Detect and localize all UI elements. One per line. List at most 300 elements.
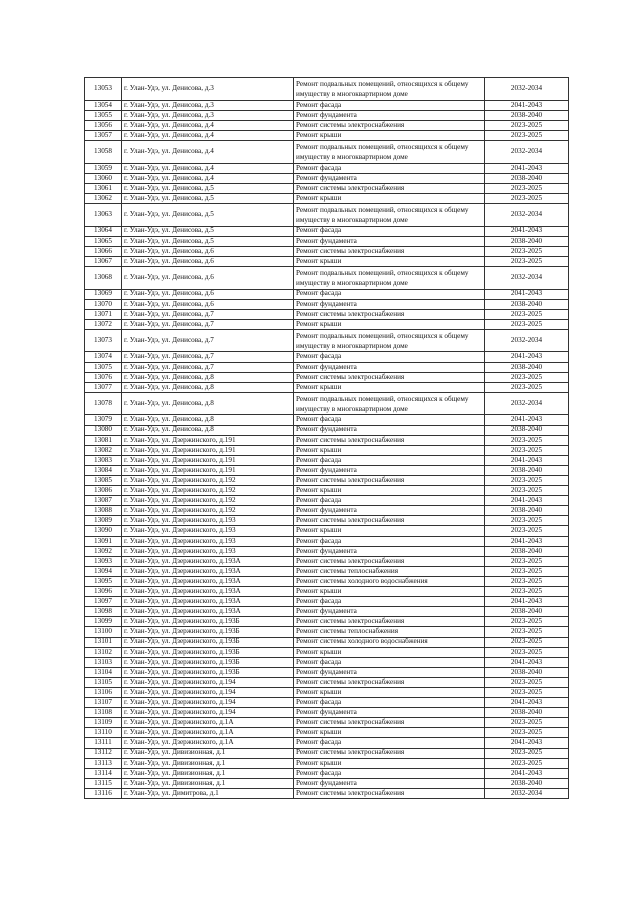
table-row: [85, 236, 569, 246]
row-number: 13081: [85, 435, 122, 445]
table-row: [85, 587, 569, 597]
row-number: 13084: [85, 465, 122, 475]
period-cell: 2023-2025: [485, 372, 569, 382]
table-row: [85, 718, 569, 728]
period-cell: 2041-2043: [485, 496, 569, 506]
row-number: 13069: [85, 289, 122, 299]
table-row: [85, 728, 569, 738]
period-cell: 2023-2025: [485, 319, 569, 329]
work-type-cell: Ремонт крыши: [294, 587, 485, 597]
table-row: [85, 455, 569, 465]
table-row: [85, 319, 569, 329]
table-row: [85, 140, 569, 163]
work-type-cell: Ремонт системы теплоснабжения: [294, 566, 485, 576]
period-cell: 2038-2040: [485, 465, 569, 475]
row-number: 13058: [85, 140, 122, 163]
period-cell: 2032-2034: [485, 140, 569, 163]
table-row: [85, 486, 569, 496]
table-row: [85, 183, 569, 193]
period-cell: 2041-2043: [485, 536, 569, 546]
row-number: 13098: [85, 607, 122, 617]
address-cell: г. Улан-Удэ, ул. Денисова, д.5: [122, 183, 294, 193]
work-type-cell: Ремонт системы электроснабжения: [294, 617, 485, 627]
address-cell: г. Улан-Удэ, ул. Дзержинского, д.193А: [122, 607, 294, 617]
period-cell: 2023-2025: [485, 516, 569, 526]
table-row: [85, 392, 569, 415]
address-cell: г. Улан-Удэ, ул. Денисова, д.5: [122, 193, 294, 203]
work-type-cell: Ремонт фасада: [294, 597, 485, 607]
period-cell: 2023-2025: [485, 587, 569, 597]
period-cell: 2023-2025: [485, 193, 569, 203]
row-number: 13091: [85, 536, 122, 546]
repair-schedule-table: [84, 77, 569, 799]
period-cell: 2038-2040: [485, 778, 569, 788]
row-number: 13067: [85, 256, 122, 266]
work-type-cell: Ремонт подвальных помещений, относящихся к общему имуществу в многоквартирном доме: [294, 392, 485, 415]
address-cell: г. Улан-Удэ, ул. Денисова, д.4: [122, 120, 294, 130]
row-number: 13078: [85, 392, 122, 415]
table-row: [85, 708, 569, 718]
table-row: [85, 435, 569, 445]
row-number: 13103: [85, 657, 122, 667]
address-cell: г. Улан-Удэ, ул. Дзержинского, д.193: [122, 526, 294, 536]
row-number: 13094: [85, 566, 122, 576]
period-cell: 2023-2025: [485, 445, 569, 455]
address-cell: г. Улан-Удэ, ул. Дивизионная, д.1: [122, 778, 294, 788]
work-type-cell: Ремонт системы электроснабжения: [294, 476, 485, 486]
address-cell: г. Улан-Удэ, ул. Дзержинского, д.1А: [122, 718, 294, 728]
work-type-cell: Ремонт системы электроснабжения: [294, 435, 485, 445]
address-cell: г. Улан-Удэ, ул. Дзержинского, д.191: [122, 465, 294, 475]
table-row: [85, 546, 569, 556]
table-row: [85, 506, 569, 516]
period-cell: 2038-2040: [485, 173, 569, 183]
table-row: [85, 173, 569, 183]
period-cell: 2023-2025: [485, 566, 569, 576]
address-cell: г. Улан-Удэ, ул. Дзержинского, д.193А: [122, 556, 294, 566]
address-cell: г. Улан-Удэ, ул. Дзержинского, д.192: [122, 496, 294, 506]
period-cell: 2023-2025: [485, 758, 569, 768]
work-type-cell: Ремонт крыши: [294, 647, 485, 657]
work-type-cell: Ремонт фасада: [294, 352, 485, 362]
table-row: [85, 496, 569, 506]
row-number: 13096: [85, 587, 122, 597]
row-number: 13104: [85, 667, 122, 677]
work-type-cell: Ремонт подвальных помещений, относящихся к общему имуществу в многоквартирном доме: [294, 266, 485, 289]
address-cell: г. Улан-Удэ, ул. Дзержинского, д.194: [122, 677, 294, 687]
table-row: [85, 445, 569, 455]
work-type-cell: Ремонт подвальных помещений, относящихся к общему имуществу в многоквартирном доме: [294, 329, 485, 352]
row-number: 13054: [85, 100, 122, 110]
address-cell: г. Улан-Удэ, ул. Денисова, д.8: [122, 392, 294, 415]
row-number: 13097: [85, 597, 122, 607]
address-cell: г. Улан-Удэ, ул. Денисова, д.4: [122, 173, 294, 183]
period-cell: 2041-2043: [485, 768, 569, 778]
table-row: [85, 110, 569, 120]
table-row: [85, 536, 569, 546]
work-type-cell: Ремонт крыши: [294, 728, 485, 738]
period-cell: 2023-2025: [485, 130, 569, 140]
table-row: [85, 425, 569, 435]
row-number: 13106: [85, 687, 122, 697]
address-cell: г. Улан-Удэ, ул. Дзержинского, д.194: [122, 708, 294, 718]
address-cell: г. Улан-Удэ, ул. Дзержинского, д.193А: [122, 587, 294, 597]
period-cell: 2023-2025: [485, 526, 569, 536]
period-cell: 2032-2034: [485, 788, 569, 798]
table-row: [85, 667, 569, 677]
row-number: 13066: [85, 246, 122, 256]
address-cell: г. Улан-Удэ, ул. Денисова, д.4: [122, 140, 294, 163]
work-type-cell: Ремонт системы электроснабжения: [294, 788, 485, 798]
period-cell: 2023-2025: [485, 718, 569, 728]
period-cell: 2032-2034: [485, 392, 569, 415]
period-cell: 2041-2043: [485, 100, 569, 110]
row-number: 13077: [85, 382, 122, 392]
table-row: [85, 382, 569, 392]
table-row: [85, 768, 569, 778]
period-cell: 2023-2025: [485, 435, 569, 445]
row-number: 13056: [85, 120, 122, 130]
period-cell: 2038-2040: [485, 236, 569, 246]
table-row: [85, 100, 569, 110]
table-row: [85, 627, 569, 637]
table-row: [85, 78, 569, 101]
address-cell: г. Улан-Удэ, ул. Денисова, д.6: [122, 289, 294, 299]
row-number: 13062: [85, 193, 122, 203]
row-number: 13086: [85, 486, 122, 496]
work-type-cell: Ремонт фундамента: [294, 778, 485, 788]
address-cell: г. Улан-Удэ, ул. Денисова, д.4: [122, 163, 294, 173]
row-number: 13072: [85, 319, 122, 329]
period-cell: 2038-2040: [485, 546, 569, 556]
address-cell: г. Улан-Удэ, ул. Дзержинского, д.1А: [122, 728, 294, 738]
row-number: 13070: [85, 299, 122, 309]
work-type-cell: Ремонт фасада: [294, 496, 485, 506]
table-row: [85, 687, 569, 697]
period-cell: 2023-2025: [485, 677, 569, 687]
work-type-cell: Ремонт фундамента: [294, 110, 485, 120]
table-row: [85, 698, 569, 708]
period-cell: 2023-2025: [485, 382, 569, 392]
work-type-cell: Ремонт фасада: [294, 455, 485, 465]
period-cell: 2023-2025: [485, 556, 569, 566]
work-type-cell: Ремонт крыши: [294, 758, 485, 768]
row-number: 13087: [85, 496, 122, 506]
address-cell: г. Улан-Удэ, ул. Денисова, д.7: [122, 362, 294, 372]
row-number: 13099: [85, 617, 122, 627]
period-cell: 2023-2025: [485, 120, 569, 130]
work-type-cell: Ремонт фасада: [294, 738, 485, 748]
address-cell: г. Улан-Удэ, ул. Дзержинского, д.192: [122, 486, 294, 496]
row-number: 13113: [85, 758, 122, 768]
row-number: 13079: [85, 415, 122, 425]
period-cell: 2023-2025: [485, 256, 569, 266]
row-number: 13055: [85, 110, 122, 120]
address-cell: г. Улан-Удэ, ул. Дзержинского, д.193А: [122, 576, 294, 586]
work-type-cell: Ремонт фундамента: [294, 425, 485, 435]
table-row: [85, 617, 569, 627]
address-cell: г. Улан-Удэ, ул. Дивизионная, д.1: [122, 768, 294, 778]
row-number: 13074: [85, 352, 122, 362]
address-cell: г. Улан-Удэ, ул. Дзержинского, д.193: [122, 536, 294, 546]
period-cell: 2023-2025: [485, 246, 569, 256]
address-cell: г. Улан-Удэ, ул. Денисова, д.6: [122, 256, 294, 266]
period-cell: 2023-2025: [485, 728, 569, 738]
row-number: 13115: [85, 778, 122, 788]
work-type-cell: Ремонт крыши: [294, 130, 485, 140]
work-type-cell: Ремонт фасада: [294, 163, 485, 173]
address-cell: г. Улан-Удэ, ул. Дзержинского, д.191: [122, 455, 294, 465]
row-number: 13114: [85, 768, 122, 778]
address-cell: г. Улан-Удэ, ул. Дзержинского, д.193Б: [122, 617, 294, 627]
work-type-cell: Ремонт фундамента: [294, 173, 485, 183]
work-type-cell: Ремонт крыши: [294, 382, 485, 392]
row-number: 13080: [85, 425, 122, 435]
work-type-cell: Ремонт фундамента: [294, 236, 485, 246]
period-cell: 2038-2040: [485, 607, 569, 617]
work-type-cell: Ремонт фасада: [294, 768, 485, 778]
work-type-cell: Ремонт фасада: [294, 226, 485, 236]
address-cell: г. Улан-Удэ, ул. Денисова, д.8: [122, 382, 294, 392]
table-row: [85, 526, 569, 536]
work-type-cell: Ремонт крыши: [294, 445, 485, 455]
work-type-cell: Ремонт фасада: [294, 657, 485, 667]
period-cell: 2038-2040: [485, 506, 569, 516]
address-cell: г. Улан-Удэ, ул. Дивизионная, д.1: [122, 758, 294, 768]
address-cell: г. Улан-Удэ, ул. Дзержинского, д.193Б: [122, 647, 294, 657]
period-cell: 2038-2040: [485, 667, 569, 677]
row-number: 13071: [85, 309, 122, 319]
table-row: [85, 266, 569, 289]
row-number: 13061: [85, 183, 122, 193]
row-number: 13063: [85, 203, 122, 226]
period-cell: 2038-2040: [485, 708, 569, 718]
work-type-cell: Ремонт крыши: [294, 486, 485, 496]
row-number: 13100: [85, 627, 122, 637]
row-number: 13105: [85, 677, 122, 687]
work-type-cell: Ремонт крыши: [294, 526, 485, 536]
table-row: [85, 738, 569, 748]
work-type-cell: Ремонт системы электроснабжения: [294, 120, 485, 130]
work-type-cell: Ремонт фундамента: [294, 362, 485, 372]
row-number: 13093: [85, 556, 122, 566]
table-row: [85, 372, 569, 382]
address-cell: г. Улан-Удэ, ул. Денисова, д.3: [122, 110, 294, 120]
table-row: [85, 647, 569, 657]
period-cell: 2041-2043: [485, 163, 569, 173]
work-type-cell: Ремонт фасада: [294, 289, 485, 299]
work-type-cell: Ремонт крыши: [294, 687, 485, 697]
address-cell: г. Улан-Удэ, ул. Дзержинского, д.193Б: [122, 657, 294, 667]
row-number: 13108: [85, 708, 122, 718]
address-cell: г. Улан-Удэ, ул. Димитрова, д.1: [122, 788, 294, 798]
work-type-cell: Ремонт фундамента: [294, 506, 485, 516]
row-number: 13053: [85, 78, 122, 101]
address-cell: г. Улан-Удэ, ул. Дзержинского, д.193А: [122, 597, 294, 607]
work-type-cell: Ремонт крыши: [294, 319, 485, 329]
work-type-cell: Ремонт фундамента: [294, 708, 485, 718]
table-row: [85, 289, 569, 299]
period-cell: 2041-2043: [485, 455, 569, 465]
table-row: [85, 788, 569, 798]
address-cell: г. Улан-Удэ, ул. Денисова, д.6: [122, 246, 294, 256]
address-cell: г. Улан-Удэ, ул. Дзержинского, д.193Б: [122, 667, 294, 677]
row-number: 13111: [85, 738, 122, 748]
work-type-cell: Ремонт подвальных помещений, относящихся к общему имуществу в многоквартирном доме: [294, 78, 485, 101]
table-row: [85, 607, 569, 617]
row-number: 13102: [85, 647, 122, 657]
table-row: [85, 516, 569, 526]
address-cell: г. Улан-Удэ, ул. Денисова, д.5: [122, 236, 294, 246]
work-type-cell: Ремонт системы электроснабжения: [294, 748, 485, 758]
table-row: [85, 299, 569, 309]
address-cell: г. Улан-Удэ, ул. Дивизионная, д.1: [122, 748, 294, 758]
period-cell: 2041-2043: [485, 698, 569, 708]
table-row: [85, 758, 569, 768]
work-type-cell: Ремонт фасада: [294, 100, 485, 110]
table-row: [85, 120, 569, 130]
table-row: [85, 362, 569, 372]
work-type-cell: Ремонт системы холодного водоснабжения: [294, 637, 485, 647]
row-number: 13095: [85, 576, 122, 586]
address-cell: г. Улан-Удэ, ул. Денисова, д.4: [122, 130, 294, 140]
row-number: 13110: [85, 728, 122, 738]
period-cell: 2023-2025: [485, 637, 569, 647]
work-type-cell: Ремонт системы теплоснабжения: [294, 627, 485, 637]
period-cell: 2023-2025: [485, 476, 569, 486]
work-type-cell: Ремонт системы электроснабжения: [294, 718, 485, 728]
table-body: [85, 78, 569, 799]
work-type-cell: Ремонт крыши: [294, 256, 485, 266]
row-number: 13065: [85, 236, 122, 246]
address-cell: г. Улан-Удэ, ул. Дзержинского, д.193А: [122, 566, 294, 576]
address-cell: г. Улан-Удэ, ул. Денисова, д.3: [122, 100, 294, 110]
table-row: [85, 329, 569, 352]
period-cell: 2041-2043: [485, 352, 569, 362]
table-row: [85, 657, 569, 667]
table-row: [85, 677, 569, 687]
period-cell: 2032-2034: [485, 203, 569, 226]
address-cell: г. Улан-Удэ, ул. Денисова, д.8: [122, 372, 294, 382]
period-cell: 2041-2043: [485, 226, 569, 236]
work-type-cell: Ремонт системы электроснабжения: [294, 556, 485, 566]
work-type-cell: Ремонт подвальных помещений, относящихся к общему имуществу в многоквартирном доме: [294, 203, 485, 226]
address-cell: г. Улан-Удэ, ул. Денисова, д.7: [122, 319, 294, 329]
address-cell: г. Улан-Удэ, ул. Денисова, д.3: [122, 78, 294, 101]
work-type-cell: Ремонт фундамента: [294, 667, 485, 677]
row-number: 13082: [85, 445, 122, 455]
address-cell: г. Улан-Удэ, ул. Денисова, д.8: [122, 415, 294, 425]
work-type-cell: Ремонт фасада: [294, 698, 485, 708]
row-number: 13089: [85, 516, 122, 526]
period-cell: 2023-2025: [485, 617, 569, 627]
period-cell: 2041-2043: [485, 415, 569, 425]
work-type-cell: Ремонт фасада: [294, 536, 485, 546]
table-row: [85, 476, 569, 486]
work-type-cell: Ремонт фундамента: [294, 607, 485, 617]
table-row: [85, 637, 569, 647]
work-type-cell: Ремонт подвальных помещений, относящихся к общему имуществу в многоквартирном доме: [294, 140, 485, 163]
address-cell: г. Улан-Удэ, ул. Денисова, д.7: [122, 329, 294, 352]
period-cell: 2032-2034: [485, 266, 569, 289]
table-row: [85, 415, 569, 425]
table-row: [85, 256, 569, 266]
row-number: 13068: [85, 266, 122, 289]
period-cell: 2023-2025: [485, 687, 569, 697]
row-number: 13085: [85, 476, 122, 486]
period-cell: 2023-2025: [485, 627, 569, 637]
period-cell: 2038-2040: [485, 425, 569, 435]
row-number: 13057: [85, 130, 122, 140]
table-row: [85, 748, 569, 758]
address-cell: г. Улан-Удэ, ул. Денисова, д.6: [122, 266, 294, 289]
row-number: 13112: [85, 748, 122, 758]
table-row: [85, 226, 569, 236]
address-cell: г. Улан-Удэ, ул. Денисова, д.6: [122, 299, 294, 309]
work-type-cell: Ремонт системы электроснабжения: [294, 183, 485, 193]
address-cell: г. Улан-Удэ, ул. Дзержинского, д.191: [122, 445, 294, 455]
address-cell: г. Улан-Удэ, ул. Дзержинского, д.193: [122, 546, 294, 556]
work-type-cell: Ремонт фундамента: [294, 299, 485, 309]
row-number: 13088: [85, 506, 122, 516]
row-number: 13073: [85, 329, 122, 352]
period-cell: 2038-2040: [485, 362, 569, 372]
work-type-cell: Ремонт фундамента: [294, 465, 485, 475]
address-cell: г. Улан-Удэ, ул. Дзержинского, д.194: [122, 698, 294, 708]
table-row: [85, 566, 569, 576]
period-cell: 2023-2025: [485, 183, 569, 193]
table-row: [85, 597, 569, 607]
table-row: [85, 246, 569, 256]
address-cell: г. Улан-Удэ, ул. Дзержинского, д.192: [122, 476, 294, 486]
row-number: 13076: [85, 372, 122, 382]
row-number: 13064: [85, 226, 122, 236]
period-cell: 2041-2043: [485, 597, 569, 607]
address-cell: г. Улан-Удэ, ул. Денисова, д.7: [122, 309, 294, 319]
work-type-cell: Ремонт фасада: [294, 415, 485, 425]
period-cell: 2041-2043: [485, 289, 569, 299]
row-number: 13107: [85, 698, 122, 708]
address-cell: г. Улан-Удэ, ул. Денисова, д.8: [122, 425, 294, 435]
row-number: 13060: [85, 173, 122, 183]
period-cell: 2041-2043: [485, 657, 569, 667]
work-type-cell: Ремонт системы электроснабжения: [294, 372, 485, 382]
row-number: 13092: [85, 546, 122, 556]
row-number: 13090: [85, 526, 122, 536]
period-cell: 2041-2043: [485, 738, 569, 748]
work-type-cell: Ремонт системы электроснабжения: [294, 246, 485, 256]
address-cell: г. Улан-Удэ, ул. Дзержинского, д.194: [122, 687, 294, 697]
table-row: [85, 163, 569, 173]
row-number: 13075: [85, 362, 122, 372]
period-cell: 2038-2040: [485, 110, 569, 120]
work-type-cell: Ремонт системы электроснабжения: [294, 309, 485, 319]
table-row: [85, 130, 569, 140]
period-cell: 2023-2025: [485, 748, 569, 758]
work-type-cell: Ремонт системы электроснабжения: [294, 677, 485, 687]
address-cell: г. Улан-Удэ, ул. Денисова, д.5: [122, 203, 294, 226]
address-cell: г. Улан-Удэ, ул. Дзержинского, д.193: [122, 516, 294, 526]
period-cell: 2023-2025: [485, 576, 569, 586]
work-type-cell: Ремонт системы холодного водоснабжения: [294, 576, 485, 586]
table-row: [85, 778, 569, 788]
address-cell: г. Улан-Удэ, ул. Денисова, д.7: [122, 352, 294, 362]
table-row: [85, 556, 569, 566]
address-cell: г. Улан-Удэ, ул. Дзержинского, д.193Б: [122, 627, 294, 637]
table-row: [85, 309, 569, 319]
address-cell: г. Улан-Удэ, ул. Дзержинского, д.1А: [122, 738, 294, 748]
address-cell: г. Улан-Удэ, ул. Дзержинского, д.191: [122, 435, 294, 445]
